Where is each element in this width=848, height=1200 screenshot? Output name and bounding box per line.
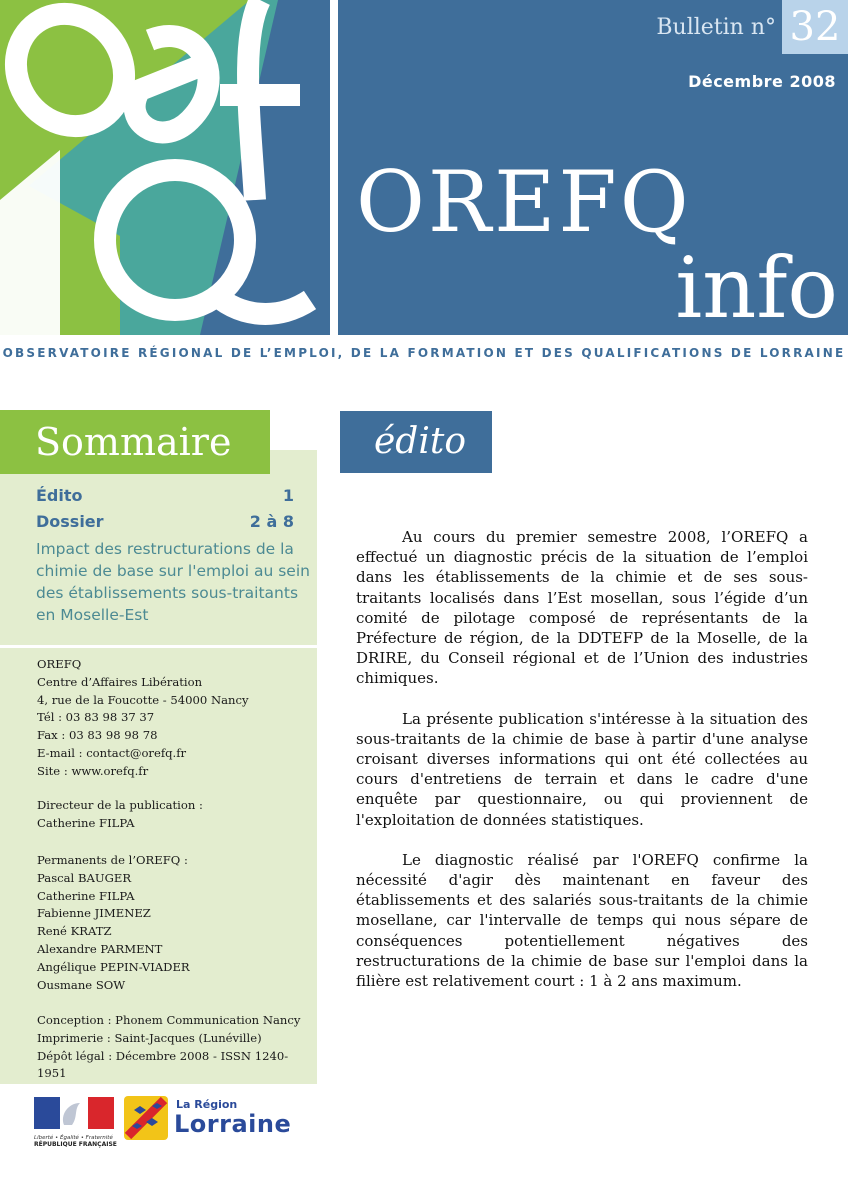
marianne-flag-icon	[34, 1097, 114, 1129]
sommaire-divider	[0, 645, 317, 648]
contact-tel: Tél : 03 83 98 37 37	[37, 710, 155, 725]
staff-name: Angélique PEPIN-VIADER	[37, 959, 190, 974]
toc-item-label: Édito	[36, 486, 83, 505]
credits-imprimerie: Imprimerie : Saint-Jacques (Lunéville)	[37, 1030, 262, 1045]
contact-fax: Fax : 03 83 98 98 78	[37, 728, 158, 743]
bulletin-badge	[656, 0, 848, 54]
staff-name: Alexandre PARMENT	[37, 941, 163, 956]
edito-paragraph: Au cours du premier semestre 2008, l’OREFQ a effectué un diagnostic précis de la situation de l’emploi dans les établissements de la chimie et de ses sous-traitants localisés dans l’Est mosellan, sous l’égide d’un comité de pilotage composé de représentants de la Préfecture de région, de la DDTEFP de la Moselle, de la DRIRE, du Conseil régional et de l’Union des industries chimiques.	[356, 528, 808, 688]
staff-name: Fabienne JIMENEZ	[37, 906, 151, 921]
director-name: Catherine FILPA	[37, 815, 135, 830]
toc-item-edito[interactable]	[36, 486, 294, 505]
contact-org: OREFQ	[37, 657, 82, 671]
toc-item-label: Dossier	[36, 512, 104, 531]
staff-name: Catherine FILPA	[37, 888, 135, 903]
toc-item-dossier[interactable]	[36, 512, 294, 531]
contact-address: 4, rue de la Foucotte - 54000 Nancy	[37, 692, 249, 707]
sommaire-title: Sommaire	[35, 420, 232, 464]
contact-centre: Centre d’Affaires Libération	[37, 674, 203, 689]
toc-item-page: 1	[282, 486, 294, 505]
publication-block	[37, 797, 317, 833]
orefq-logo	[0, 0, 330, 335]
dossier-description: Impact des restructurations de la chimie de base sur l'emploi au sein des établissements sous-traitants en Moselle-Est	[36, 540, 310, 624]
director-label: Directeur de la publication :	[37, 798, 203, 812]
header-banner	[338, 0, 848, 335]
credits-conception: Conception : Phonem Communication Nancy	[37, 1013, 301, 1027]
title-info: info	[675, 239, 838, 337]
edito-paragraph: La présente publication s'intéresse à la situation des sous-traitants de la chimie de base à partir d'une analyse croisant diverses informations qui ont été collectées au cours d'entretiens de terrain et dans le cadre d'une enquête par questionnaire, ou qui proviennent de l'exploitation de données statistiques.	[356, 709, 808, 829]
organisation-tagline: OBSERVATOIRE RÉGIONAL DE L’EMPLOI, DE LA FORMATION ET DES QUALIFICATIONS DE LORRAINE	[2, 346, 846, 360]
bulletin-label: Bulletin n°	[656, 14, 776, 40]
toc-item-page: 2 à 8	[249, 512, 294, 531]
region-small-label: La Région	[176, 1098, 238, 1111]
republique-francaise-logo	[34, 1097, 117, 1148]
staff-name: Pascal BAUGER	[37, 870, 132, 885]
contact-block	[37, 656, 317, 781]
logo-letters-graphic	[0, 0, 330, 335]
edito-body	[356, 527, 808, 1011]
bulletin-number: 32	[782, 0, 848, 54]
contact-site[interactable]: Site : www.orefq.fr	[37, 763, 149, 778]
lorraine-eagle-icon	[124, 1096, 168, 1140]
staff-name: René KRATZ	[37, 924, 112, 939]
title-orefq: OREFQ	[356, 153, 692, 251]
edito-paragraph: Le diagnostic réalisé par l'OREFQ confirme la nécessité d'agir dès maintenant en faveur des établissements et des salariés sous-traitants de la chimie mosellane, car l'intervalle de temps qui nous sépare de conséquences potentiellement négatives des restructurations de la chimie de base sur l'emploi dans la filière est relativement court : 1 à 2 ans maximum.	[356, 850, 808, 991]
edito-title: édito	[374, 421, 467, 462]
contact-email[interactable]: E-mail : contact@orefq.fr	[37, 745, 187, 760]
staff-block	[37, 852, 317, 994]
region-big-label: Lorraine	[174, 1110, 292, 1138]
staff-name: Ousmane SOW	[37, 977, 126, 992]
region-lorraine-logo	[124, 1096, 324, 1142]
credits-block	[37, 1012, 317, 1083]
credits-depot: Dépôt légal : Décembre 2008 - ISSN 1240-1951	[37, 1048, 289, 1081]
rf-name: RÉPUBLIQUE FRANÇAISE	[34, 1141, 117, 1148]
staff-label: Permanents de l’OREFQ :	[37, 853, 188, 867]
rf-motto: Liberté • Égalité • Fraternité	[34, 1135, 113, 1141]
issue-date: Décembre 2008	[688, 72, 836, 91]
